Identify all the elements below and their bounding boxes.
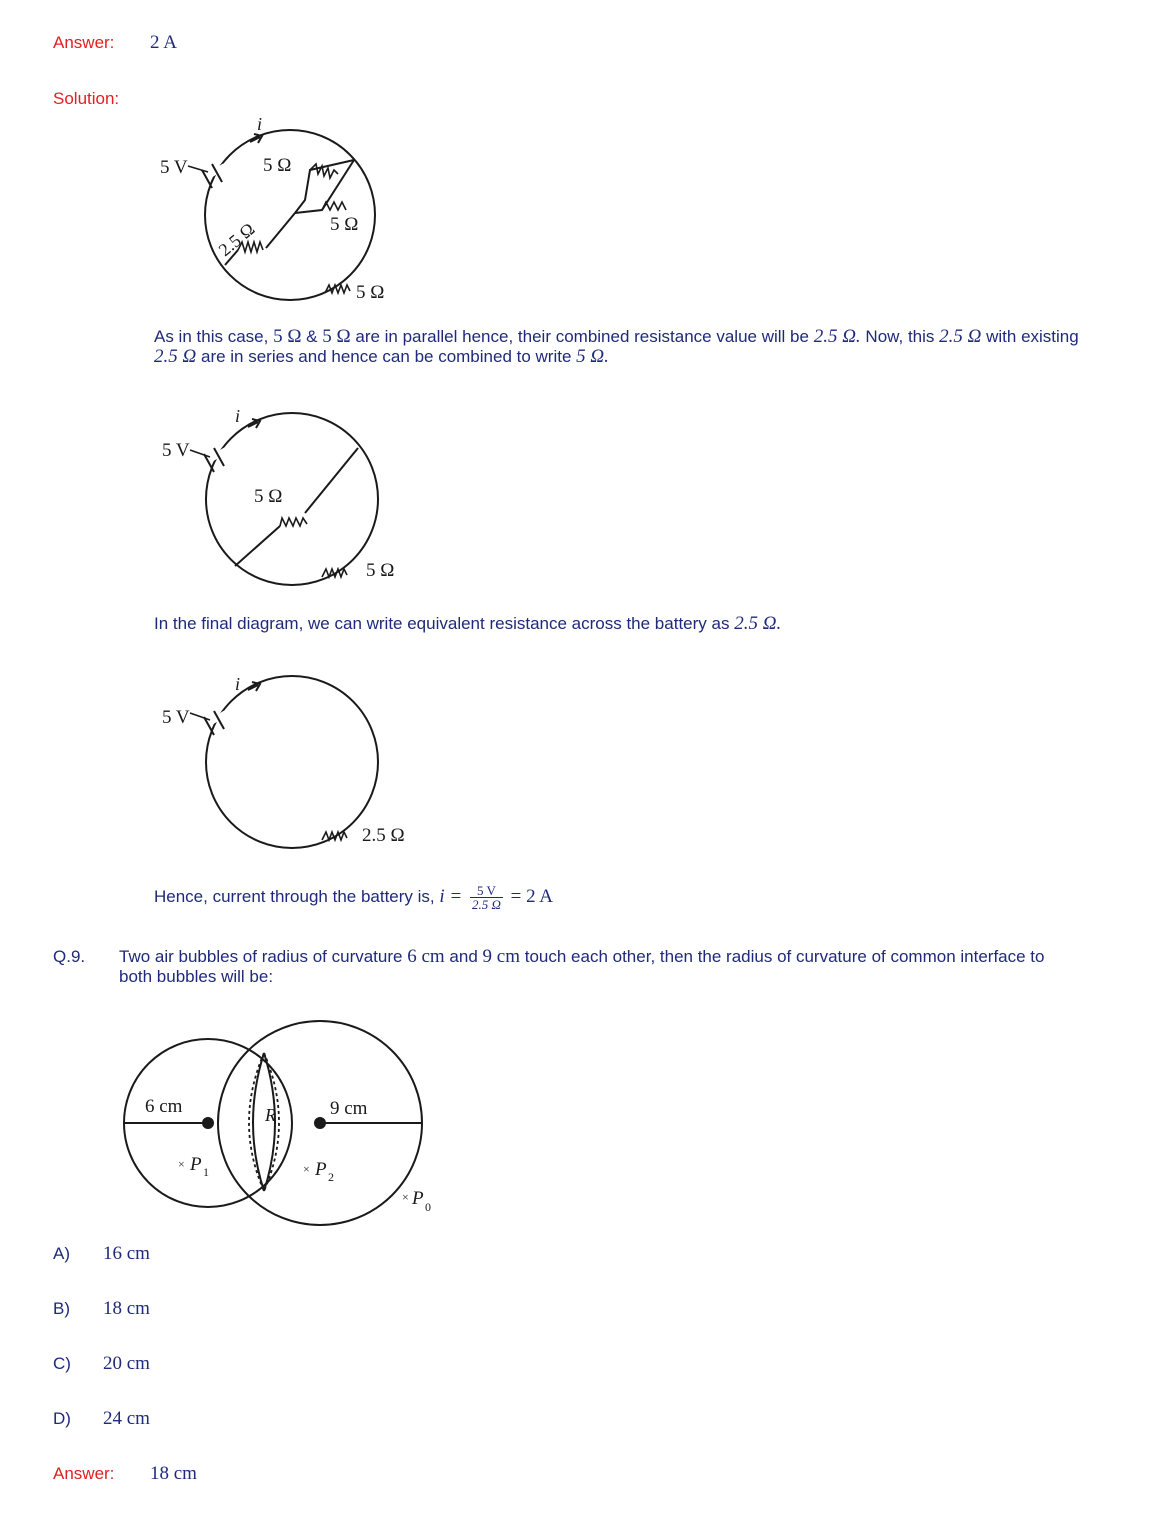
circuit-diagram-2: [150, 400, 410, 590]
current-label: i: [257, 114, 263, 134]
circuit-diagram-1: [150, 110, 410, 310]
current-label: i: [235, 406, 241, 426]
option-b-value[interactable]: 18 cm: [103, 1298, 150, 1319]
resistor-bottom-label: 2.5 Ω: [362, 825, 405, 846]
resistor-mid-label: 5 Ω: [330, 214, 359, 235]
current-label: i: [235, 674, 241, 694]
explanation-1: As in this case, 5 Ω & 5 Ω are in parallel hence, their combined resistance value will be 2.5 Ω. Now, this 2.5 Ω with existing 2.5 Ω are in series and hence can be combined to write 5 Ω.: [154, 326, 1079, 367]
point-p1-sub: 1: [203, 1165, 209, 1179]
resistor-bottom-label: 5 Ω: [356, 282, 385, 303]
cross-mark-p2: ×: [303, 1162, 310, 1176]
point-p2-label: P: [315, 1159, 327, 1180]
question-number: Q.9.: [53, 947, 86, 966]
point-p1-label: P: [190, 1154, 202, 1175]
answer-value-q9: 18 cm: [150, 1463, 197, 1484]
point-p0-sub: 0: [425, 1200, 431, 1214]
circuit-diagram-3: [150, 672, 430, 852]
option-d-letter[interactable]: D): [53, 1409, 71, 1428]
resistor-top-label: 5 Ω: [263, 155, 292, 176]
interface-label: R: [265, 1105, 276, 1125]
answer-label: Answer:: [53, 33, 115, 52]
resistor-bottom-label: 5 Ω: [366, 560, 395, 581]
explanation-2: In the final diagram, we can write equivalent resistance across the battery as 2.5 Ω.: [154, 613, 782, 634]
emf-label: 5 V: [162, 440, 190, 461]
option-a-value[interactable]: 16 cm: [103, 1243, 150, 1264]
point-p0-label: P: [412, 1188, 424, 1209]
current-fraction: $\frac{5 V}{2.5 \Omega}$: [471, 883, 501, 912]
right-radius-label: 9 cm: [330, 1098, 368, 1119]
option-a-letter[interactable]: A): [53, 1244, 70, 1263]
resistor-diag-label: 5 Ω: [254, 486, 283, 507]
option-d-value[interactable]: 24 cm: [103, 1408, 150, 1429]
cross-mark-p1: ×: [178, 1157, 185, 1171]
emf-label: 5 V: [162, 707, 190, 728]
option-c-letter[interactable]: C): [53, 1354, 71, 1373]
option-c-value[interactable]: 20 cm: [103, 1353, 150, 1374]
explanation-3: Hence, current through the battery is, i = $\frac{5 V}{2.5 \Omega}$ = 2 A: [154, 883, 554, 912]
answer-label-q9: Answer:: [53, 1464, 115, 1483]
emf-label: 5 V: [160, 157, 188, 178]
answer-value: 2 A: [150, 32, 177, 53]
solution-label: Solution:: [53, 89, 120, 108]
left-radius-label: 6 cm: [145, 1096, 183, 1117]
question-text: Two air bubbles of radius of curvature 6 cm and 9 cm touch each other, then the radius of curvature of common interface to both bubbles will be:: [119, 946, 1045, 986]
cross-mark-p0: ×: [402, 1190, 409, 1204]
option-b-letter[interactable]: B): [53, 1299, 70, 1318]
point-p2-sub: 2: [328, 1170, 334, 1184]
bubbles-diagram: [120, 1018, 450, 1228]
resistor-diag-label: 2.5 Ω: [214, 218, 259, 261]
